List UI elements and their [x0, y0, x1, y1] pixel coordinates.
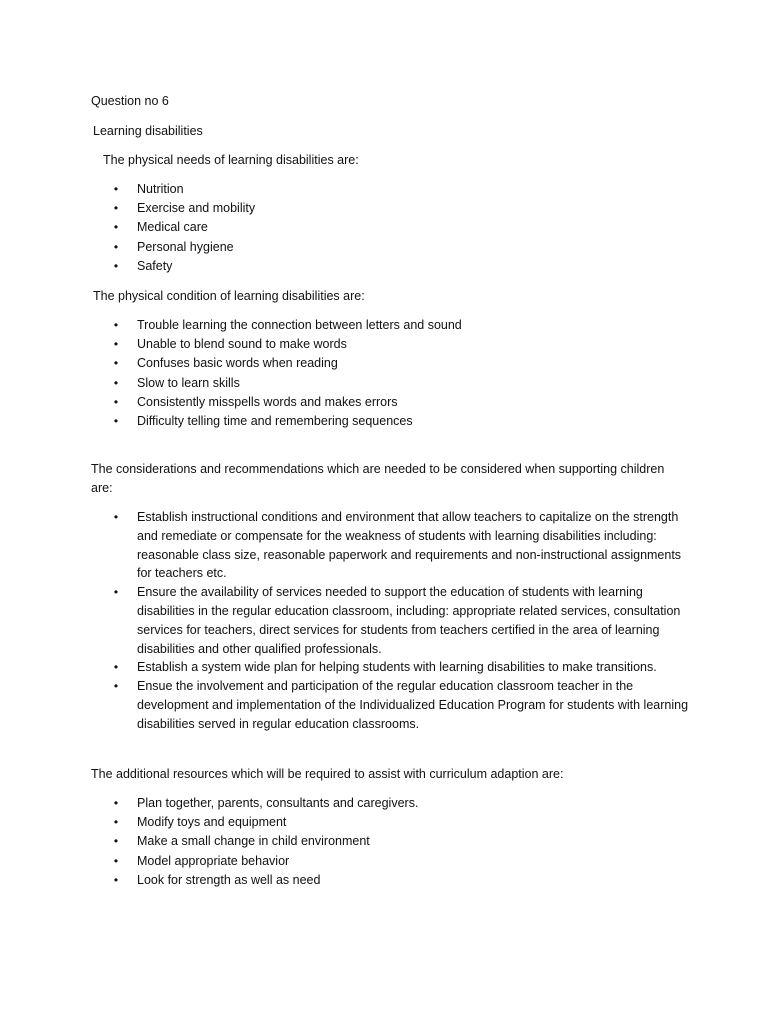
physical-needs-heading: The physical needs of learning disabilities are: [103, 153, 359, 167]
list-item: • Difficulty telling time and remembering sequences [111, 412, 462, 431]
list-item: • Trouble learning the connection between letters and sound [111, 316, 462, 335]
list-item: • Establish instructional conditions and environment that allow teachers to capitalize on the strength and remediate or compensate for the weakness of students with learning disabilities including: reasonable class size, reasonable paperwork and requirements and non-instructional assignments for teachers etc. [111, 508, 697, 583]
bullet-icon: • [113, 356, 119, 371]
question-heading: Question no 6 [91, 94, 169, 108]
list-item: • Unable to blend sound to make words [111, 335, 462, 354]
list-item: • Plan together, parents, consultants and caregivers. [111, 794, 418, 813]
list-item: • Modify toys and equipment [111, 813, 418, 832]
bullet-icon: • [113, 834, 119, 849]
bullet-icon: • [113, 394, 119, 409]
list-item: • Personal hygiene [111, 238, 255, 257]
list-item: • Slow to learn skills [111, 374, 462, 393]
list-item: • Exercise and mobility [111, 199, 255, 218]
considerations-heading-line2: are: [91, 481, 113, 495]
additional-resources-list [111, 794, 418, 890]
bullet-icon: • [113, 872, 119, 887]
bullet-icon: • [113, 182, 119, 196]
bullet-icon: • [113, 239, 119, 254]
physical-condition-list [111, 316, 462, 431]
bullet-icon: • [113, 796, 119, 810]
list-item: • Ensue the involvement and participation of the regular education classroom teacher in the development and implementation of the Individualized Education Program for students with learning disabilities served in regular education classrooms. [111, 677, 697, 733]
list-item: • Model appropriate behavior [111, 852, 418, 871]
bullet-icon: • [113, 318, 119, 332]
bullet-icon: • [113, 510, 119, 524]
list-item: • Look for strength as well as need [111, 871, 418, 890]
list-item: • Establish a system wide plan for helping students with learning disabilities to make transitions. [111, 658, 697, 677]
bullet-icon: • [113, 585, 119, 600]
list-item: • Consistently misspells words and makes errors [111, 393, 462, 412]
bullet-icon: • [113, 853, 119, 868]
considerations-list [111, 508, 697, 734]
bullet-icon: • [113, 815, 119, 830]
bullet-icon: • [113, 679, 119, 694]
physical-needs-list [111, 180, 255, 276]
bullet-icon: • [113, 258, 119, 273]
bullet-icon: • [113, 375, 119, 390]
bullet-icon: • [113, 220, 119, 235]
bullet-icon: • [113, 337, 119, 352]
list-item: • Safety [111, 257, 255, 276]
bullet-icon: • [113, 660, 119, 675]
list-item: • Confuses basic words when reading [111, 354, 462, 373]
list-item: • Medical care [111, 218, 255, 237]
additional-resources-heading: The additional resources which will be required to assist with curriculum adaption are: [91, 767, 564, 781]
considerations-heading-line1: The considerations and recommendations which are needed to be considered when supporting children [91, 462, 665, 476]
list-item: • Ensure the availability of services needed to support the education of students with learning disabilities in the regular education classroom, including: appropriate related services, consultation services for teachers, direct services for students from teachers certified in the area of learning disabilities and other qualified professionals. [111, 583, 697, 658]
physical-condition-heading: The physical condition of learning disabilities are: [93, 289, 365, 303]
bullet-icon: • [113, 414, 119, 429]
list-item: • Make a small change in child environment [111, 832, 418, 851]
list-item: • Nutrition [111, 180, 255, 199]
bullet-icon: • [113, 201, 119, 216]
topic-heading: Learning disabilities [93, 124, 203, 138]
